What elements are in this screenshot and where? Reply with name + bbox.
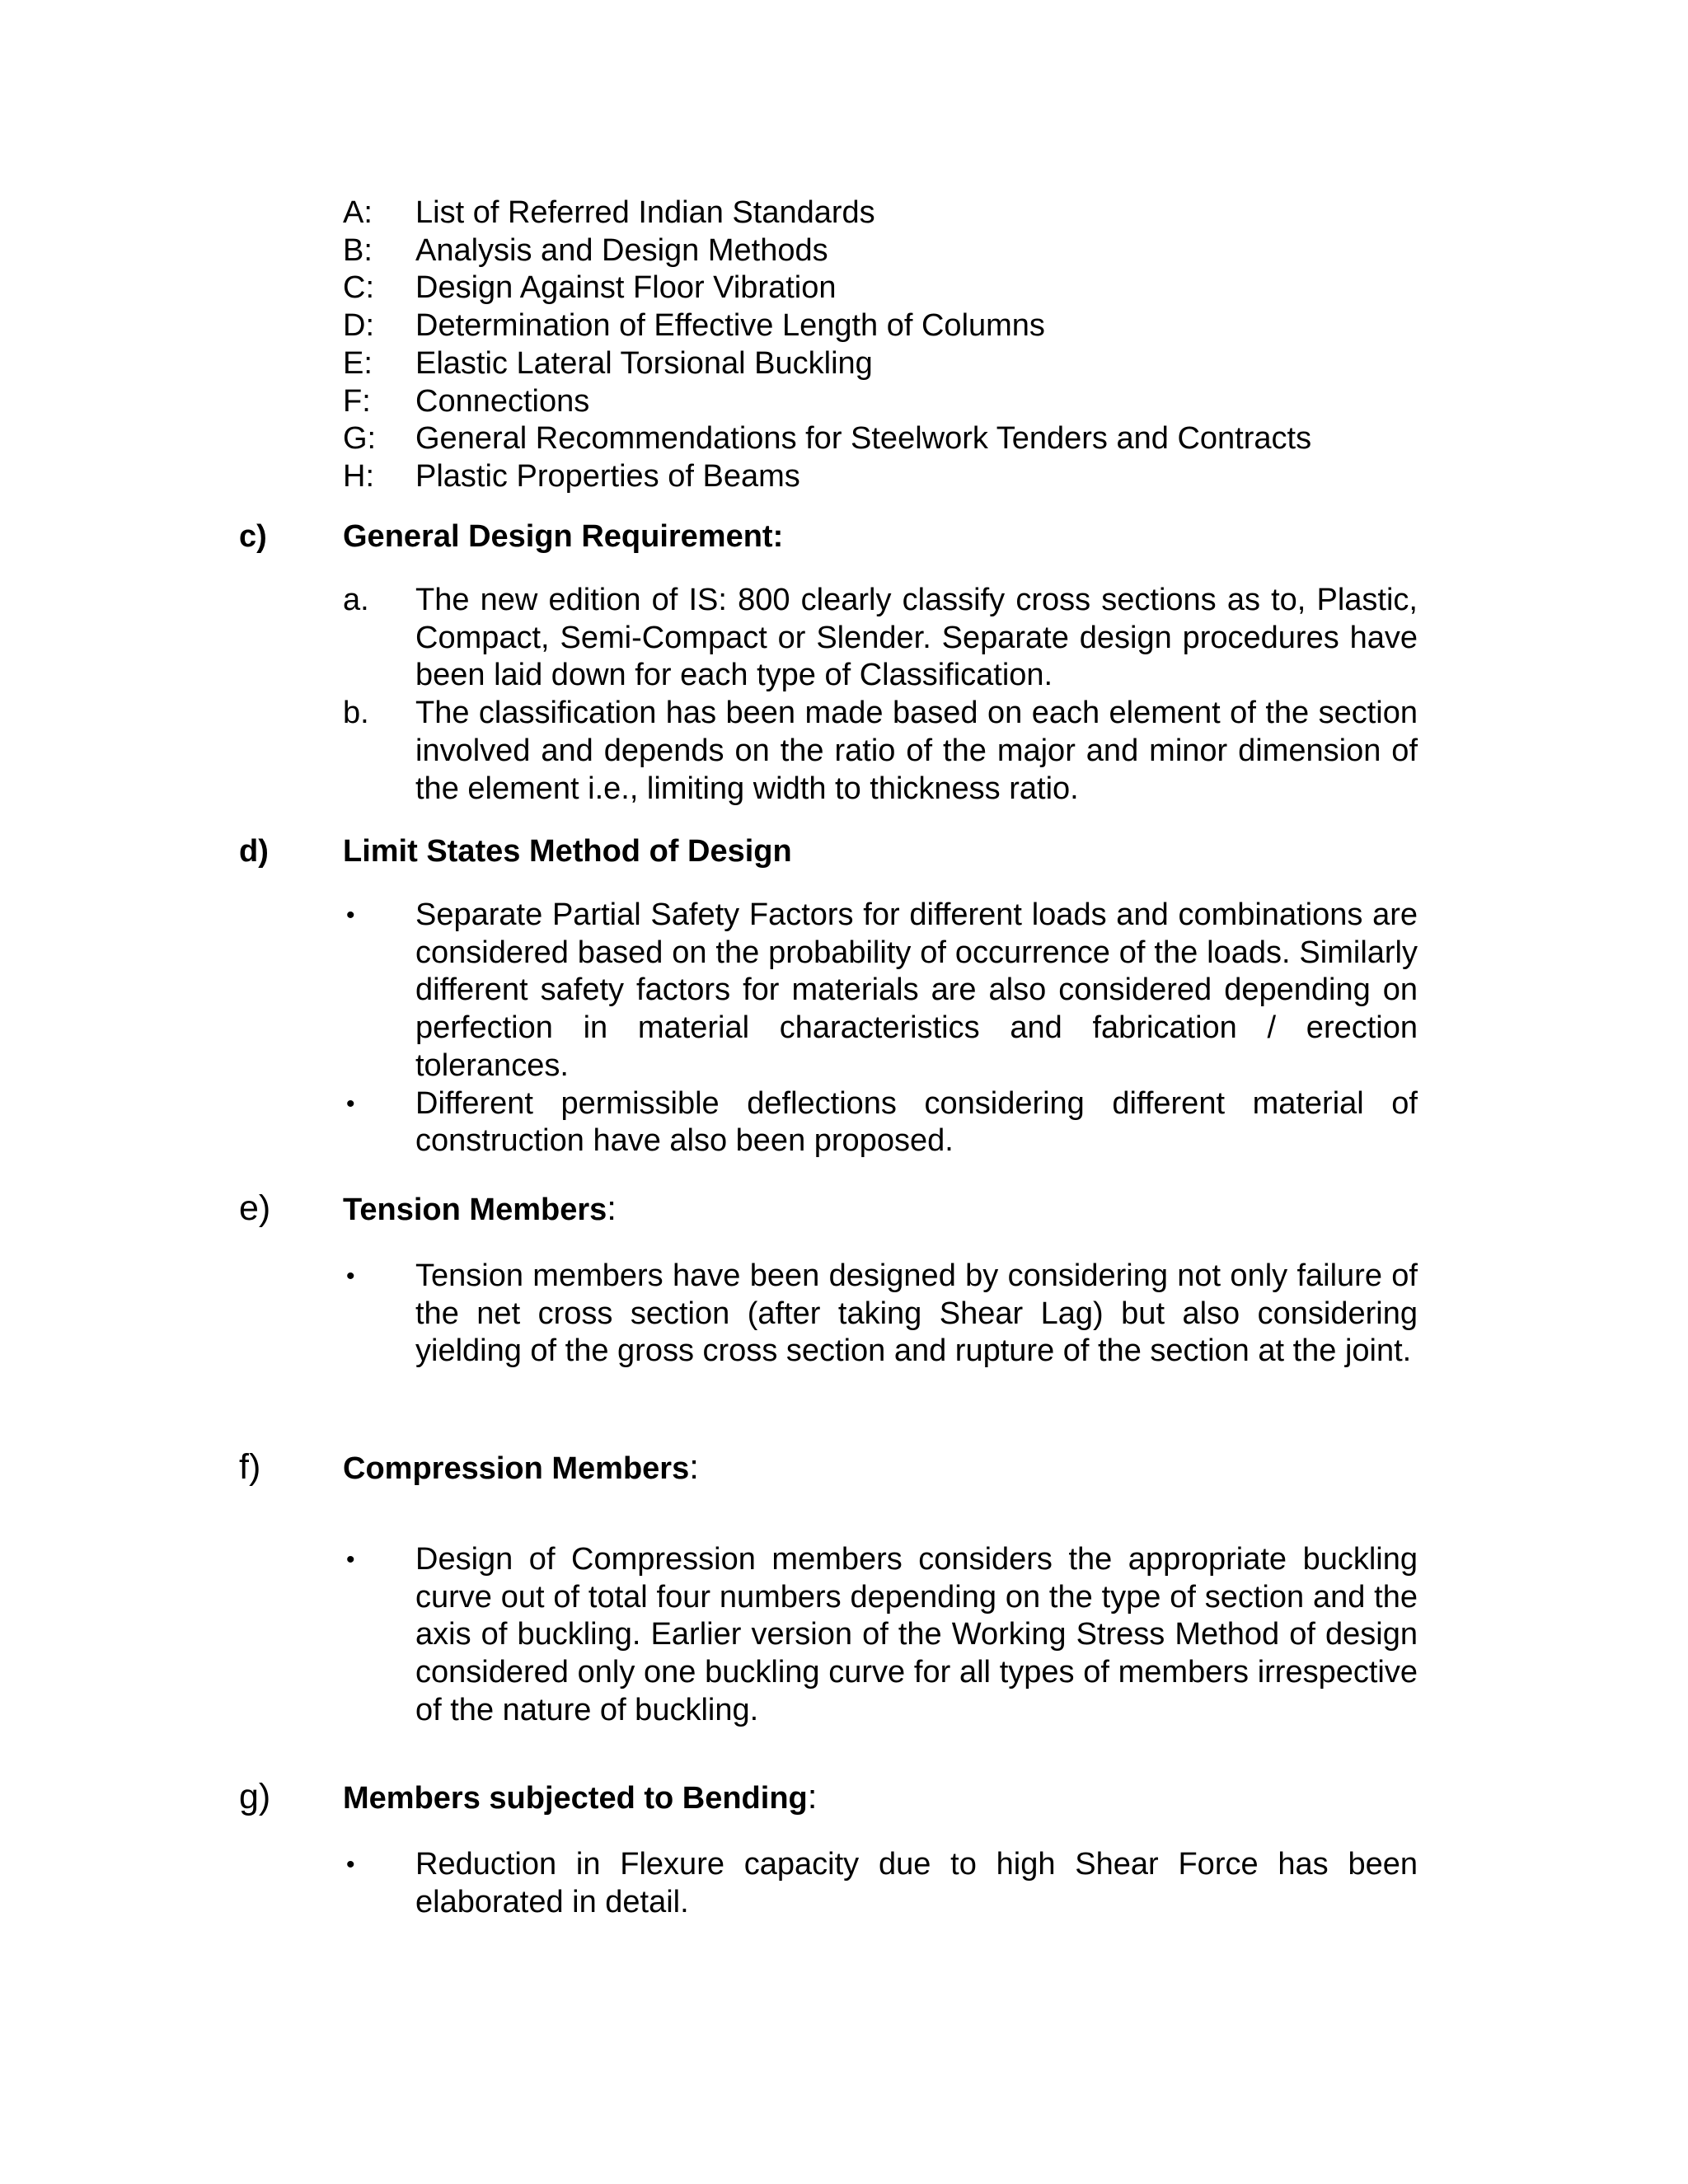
annex-text: Determination of Effective Length of Columns	[415, 308, 1045, 344]
list-item	[343, 1541, 1418, 1730]
list-item-text: Separate Partial Safety Factors for different loads and combinations are considered based on the probability of occurrence of the loads. Similarly different safety factors for materials are also considered depending on perfection in material characteristics and fabrication / erection tolerances.	[415, 898, 1418, 1083]
list-item	[343, 695, 1418, 808]
list-item-text: The new edition of IS: 800 clearly classify cross sections as to, Plastic, Compact, Semi-Compact or Slender. Separate design procedures have been laid down for each type of Classification.	[415, 583, 1418, 693]
annex-text: Connections	[415, 383, 590, 419]
section-heading-e	[239, 1188, 617, 1229]
section-title-text: Tension Members	[343, 1193, 607, 1227]
section-colon: :	[607, 1188, 617, 1227]
section-body-g	[343, 1846, 1418, 1921]
annex-key: E:	[343, 345, 373, 381]
annex-text: List of Referred Indian Standards	[415, 195, 875, 230]
list-item-text: Tension members have been designed by considering not only failure of the net cross section (after taking Shear Lag) but also considering yielding of the gross cross section and rupture of the section at the joint.	[415, 1258, 1418, 1369]
section-heading-c	[239, 519, 783, 555]
annex-item	[343, 269, 1431, 307]
annex-key: G:	[343, 421, 377, 457]
section-body-f	[343, 1541, 1418, 1730]
annex-text: Elastic Lateral Torsional Buckling	[415, 345, 873, 381]
section-title: General Design Requirement:	[343, 519, 784, 554]
annex-text: Plastic Properties of Beams	[415, 458, 800, 494]
section-letter: d)	[239, 834, 269, 869]
bullet-marker: •	[346, 1546, 355, 1573]
list-item-text: The classification has been made based on each element of the section involved and depends on the ratio of the major and minor dimension of the element i.e., limiting width to thickness ratio.	[415, 696, 1418, 806]
annex-key: D:	[343, 308, 374, 344]
section-heading-f	[239, 1447, 699, 1488]
annex-item	[343, 420, 1431, 458]
bullet-marker: •	[346, 902, 355, 929]
section-letter: e)	[239, 1188, 271, 1228]
section-body-d	[343, 897, 1418, 1160]
annex-item	[343, 345, 1431, 383]
annex-text: Design Against Floor Vibration	[415, 270, 837, 306]
bullet-marker: •	[346, 1263, 355, 1290]
list-item	[343, 582, 1418, 695]
list-item-text: Different permissible deflections considering different material of construction have also been proposed.	[415, 1085, 1418, 1159]
annex-key: F:	[343, 383, 371, 419]
list-marker: a.	[343, 583, 369, 617]
list-item-text: Reduction in Flexure capacity due to high Shear Force has been elaborated in detail.	[415, 1847, 1418, 1919]
section-title-text: Members subjected to Bending	[343, 1781, 808, 1816]
section-heading-d	[239, 834, 792, 869]
section-title	[343, 1188, 617, 1228]
annex-key: H:	[343, 458, 374, 494]
section-body-e	[343, 1258, 1418, 1371]
annex-list	[343, 194, 1431, 496]
section-title: Limit States Method of Design	[343, 834, 792, 869]
section-letter: c)	[239, 519, 267, 554]
list-marker: b.	[343, 696, 369, 731]
annex-item	[343, 232, 1431, 270]
annex-key: C:	[343, 270, 374, 306]
section-title	[343, 1777, 817, 1816]
section-heading-g	[239, 1777, 817, 1817]
section-letter: f)	[239, 1447, 261, 1487]
bullet-marker: •	[346, 1090, 355, 1118]
section-title-text: Compression Members	[343, 1451, 690, 1486]
list-item	[343, 1258, 1418, 1371]
annex-item	[343, 307, 1431, 345]
annex-item	[343, 458, 1431, 496]
section-letter: g)	[239, 1777, 271, 1816]
annex-text: General Recommendations for Steelwork Tenders and Contracts	[415, 421, 1312, 457]
annex-item	[343, 194, 1431, 232]
annex-key: A:	[343, 195, 373, 230]
list-item	[343, 1085, 1418, 1160]
bullet-marker: •	[346, 1851, 355, 1878]
list-item-text: Design of Compression members considers the appropriate buckling curve out of total four numbers depending on the type of section and the axis of buckling. Earlier version of the Working Stress Method of design considered only one buckling curve for all types of members irrespective of the nature of buckling.	[415, 1542, 1418, 1727]
section-body-c	[343, 582, 1418, 808]
list-item	[343, 897, 1418, 1085]
annex-key: B:	[343, 232, 373, 268]
list-item	[343, 1846, 1418, 1921]
annex-item	[343, 383, 1431, 421]
section-colon: :	[807, 1777, 818, 1816]
section-title	[343, 1447, 699, 1487]
annex-text: Analysis and Design Methods	[415, 232, 828, 268]
section-colon: :	[689, 1447, 699, 1486]
